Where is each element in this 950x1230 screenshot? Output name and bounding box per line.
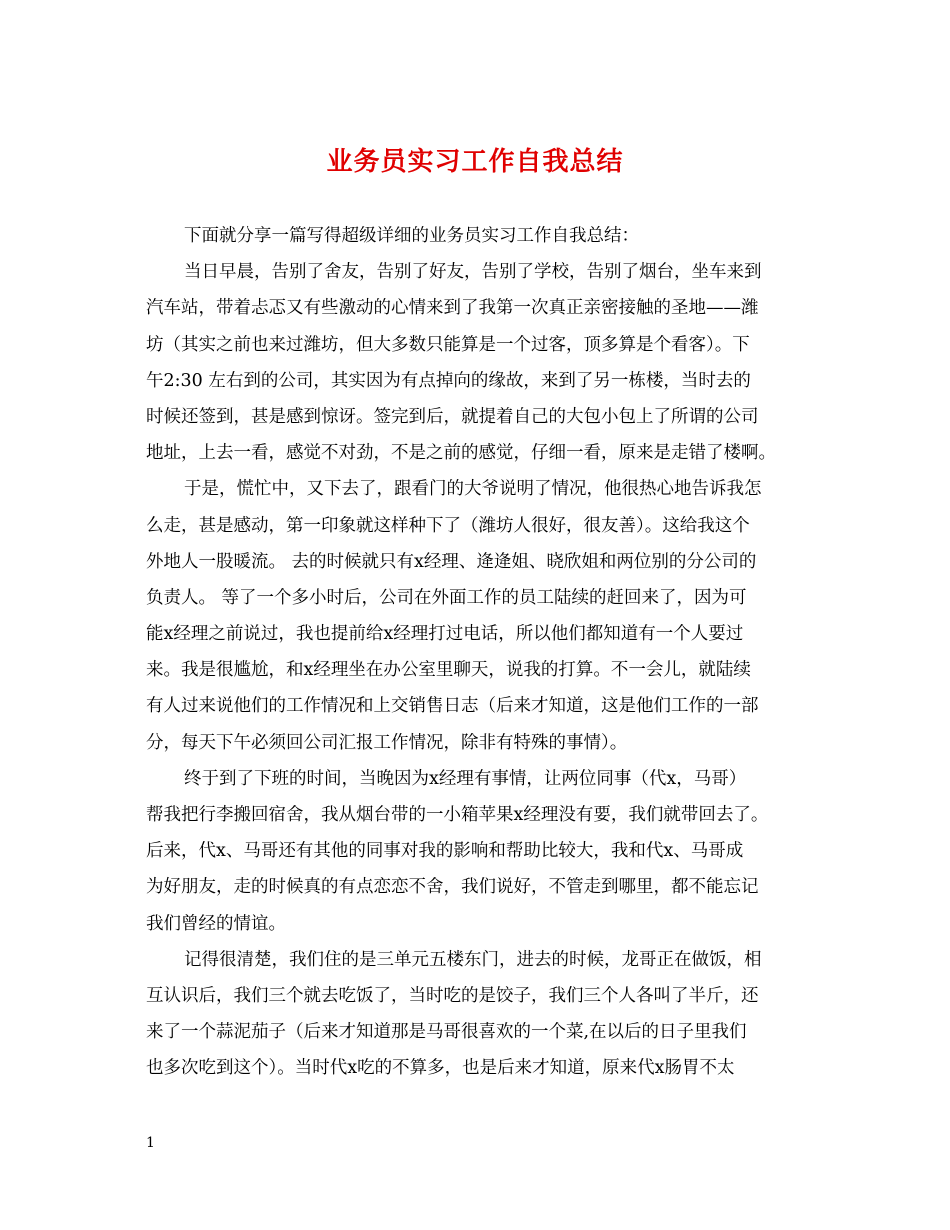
paragraph-line: 当日早晨，告别了舍友，告别了好友，告别了学校，告别了烟台，坐车来到 bbox=[184, 262, 762, 283]
paragraph-line: 于是，慌忙中，又下去了，跟看门的大爷说明了情况，他很热心地告诉我怎 bbox=[184, 479, 762, 500]
page-number: 1 bbox=[146, 1135, 155, 1151]
paragraph-line: 午2:30 左右到的公司，其实因为有点掉向的缘故，来到了另一栋楼，当时去的 bbox=[146, 370, 751, 391]
paragraph-line: 坊（其实之前也来过潍坊，但大多数只能算是一个过客，顶多算是个看客）。下 bbox=[146, 334, 750, 355]
document-body bbox=[146, 218, 808, 1087]
paragraph-line: 我们曾经的情谊。 bbox=[146, 913, 286, 934]
paragraph-line: 互认识后，我们三个就去吃饭了，当时吃的是饺子，我们三个人各叫了半斤，还 bbox=[146, 985, 759, 1006]
paragraph-line: 终于到了下班的时间，当晚因为x经理有事情，让两位同事（代x，马哥） bbox=[184, 768, 747, 789]
paragraph-line: 为好朋友，走的时候真的有点恋恋不舍，我们说好，不管走到哪里，都不能忘记 bbox=[146, 877, 759, 898]
paragraph-line: 来了一个蒜泥茄子（后来才知道那是马哥很喜欢的一个菜,在以后的日子里我们 bbox=[146, 1022, 747, 1043]
paragraph-line: 时候还签到，甚是感到惊讶。签完到后，就提着自己的大包小包上了所谓的公司 bbox=[146, 406, 759, 427]
paragraph-line: 帮我把行李搬回宿舍，我从烟台带的一小箱苹果x经理没有要，我们就带回去了。 bbox=[146, 805, 769, 825]
paragraph-line: 汽车站，带着忐忑又有些激动的心情来到了我第一次真正亲密接触的圣地——潍 bbox=[146, 298, 759, 319]
paragraph-line: 后来，代x、马哥还有其他的同事对我的影响和帮助比较大，我和代x、马哥成 bbox=[146, 841, 744, 862]
paragraph-line: 下面就分享一篇写得超级详细的业务员实习工作自我总结： bbox=[184, 226, 639, 246]
paragraph-line: 记得很清楚，我们住的是三单元五楼东门，进去的时候，龙哥正在做饭，相 bbox=[184, 949, 762, 970]
paragraph-line: 分，每天下午必须回公司汇报工作情况，除非有特殊的事情）。 bbox=[146, 732, 628, 753]
paragraph-line: 地址，上去一看，感觉不对劲，不是之前的感觉，仔细一看，原来是走错了楼啊。 bbox=[146, 443, 776, 464]
paragraph-line: 有人过来说他们的工作情况和上交销售日志（后来才知道，这是他们工作的一部 bbox=[146, 696, 759, 717]
paragraph-line: 外地人一股暖流。 去的时候就只有x经理、逄逄姐、晓欣姐和两位别的分公司的 bbox=[146, 551, 757, 572]
document-title: 业务员实习工作自我总结 bbox=[326, 147, 624, 177]
paragraph-line: 也多次吃到这个）。当时代x吃的不算多，也是后来才知道，原来代x肠胃不太 bbox=[146, 1058, 735, 1079]
paragraph-line: 能x经理之前说过，我也提前给x经理打过电话，所以他们都知道有一个人要过 bbox=[146, 624, 744, 645]
paragraph-line: 么走，甚是感动，第一印象就这样种下了（潍坊人很好，很友善）。这给我这个 bbox=[146, 515, 750, 536]
paragraph-line: 负责人。 等了一个多小时后，公司在外面工作的员工陆续的赶回来了，因为可 bbox=[146, 587, 747, 608]
paragraph-line: 来。我是很尴尬，和x经理坐在办公室里聊天，说我的打算。不一会儿，就陆续 bbox=[146, 660, 751, 681]
